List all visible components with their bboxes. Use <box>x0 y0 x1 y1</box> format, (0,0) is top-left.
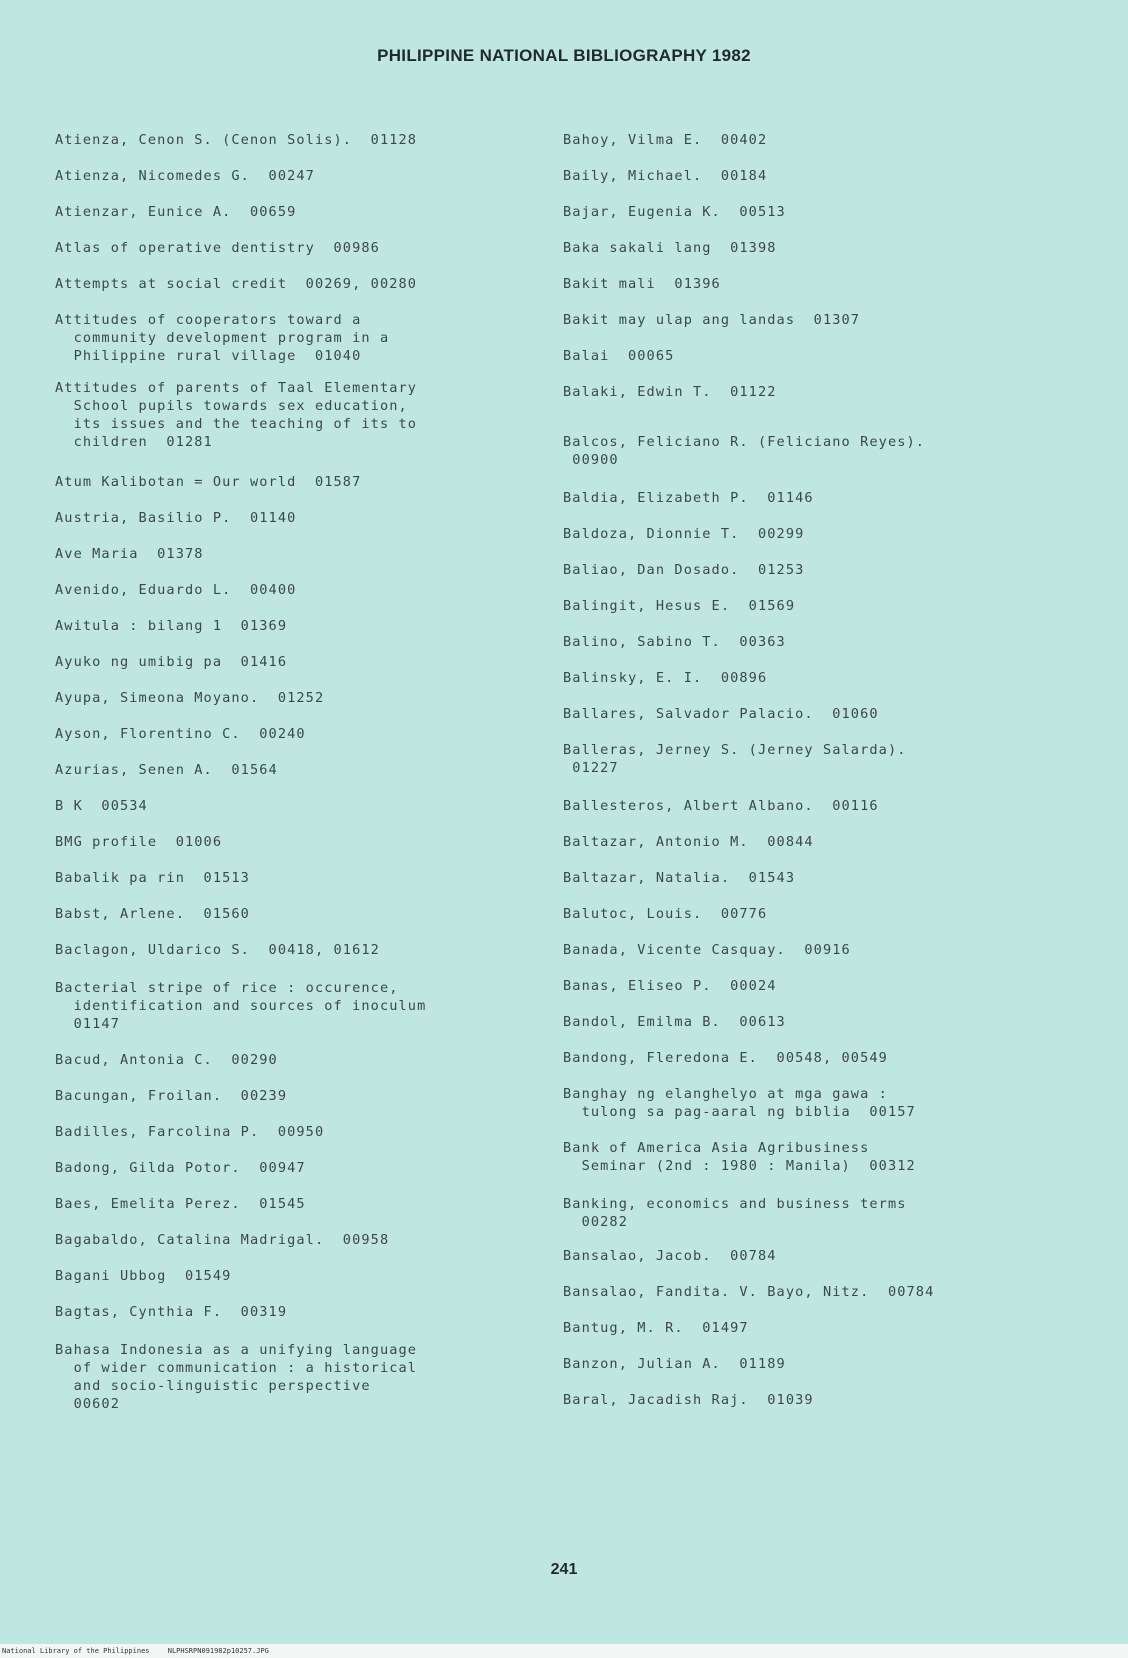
index-entry <box>563 1049 888 1067</box>
entry-line: Baldia, Elizabeth P. 01146 <box>563 490 814 506</box>
index-entry <box>563 1139 916 1175</box>
index-entry <box>55 941 380 959</box>
entry-line: Attitudes of cooperators toward a <box>55 312 362 328</box>
index-entry <box>563 1013 786 1031</box>
entry-line: Bahoy, Vilma E. 00402 <box>563 132 768 148</box>
index-entry <box>563 1355 786 1373</box>
entry-line: Bagabaldo, Catalina Madrigal. 00958 <box>55 1232 390 1248</box>
entry-line: Bacterial stripe of rice : occurence, <box>55 980 399 996</box>
entry-line: Baka sakali lang 01398 <box>563 240 777 256</box>
footer-library: National Library of the Philippines <box>2 1647 150 1655</box>
index-entry <box>55 1231 389 1249</box>
entry-line: B K 00534 <box>55 798 148 814</box>
index-entry <box>55 581 296 599</box>
entry-line: identification and sources of inoculum <box>55 998 427 1014</box>
index-entry <box>55 311 389 365</box>
entry-line: School pupils towards sex education, <box>55 398 408 414</box>
entry-line: Ave Maria 01378 <box>55 546 204 562</box>
entry-line: Balinsky, E. I. 00896 <box>563 670 768 686</box>
entry-line: Bajar, Eugenia K. 00513 <box>563 204 786 220</box>
index-entry <box>55 1159 306 1177</box>
index-entry <box>55 797 148 815</box>
entry-line: Bakit mali 01396 <box>563 276 721 292</box>
index-entry <box>563 669 767 687</box>
entry-line: Atienza, Nicomedes G. 00247 <box>55 168 315 184</box>
entry-line: Bagani Ubbog 01549 <box>55 1268 232 1284</box>
entry-line: Bansalao, Fandita. V. Bayo, Nitz. 00784 <box>563 1284 935 1300</box>
index-entry <box>563 941 851 959</box>
index-entry <box>55 275 417 293</box>
index-entry <box>55 379 417 451</box>
entry-line: Atlas of operative dentistry 00986 <box>55 240 380 256</box>
entry-line: Baral, Jacadish Raj. 01039 <box>563 1392 814 1408</box>
entry-line: Baldoza, Dionnie T. 00299 <box>563 526 805 542</box>
entry-line: Baltazar, Natalia. 01543 <box>563 870 796 886</box>
index-entry <box>563 833 814 851</box>
entry-line: its issues and the teaching of its to <box>55 416 418 432</box>
index-entry <box>563 977 777 995</box>
entry-line: Balaki, Edwin T. 01122 <box>563 384 777 400</box>
index-entry <box>563 347 674 365</box>
index-entry <box>563 633 786 651</box>
entry-line: Awitula : bilang 1 01369 <box>55 618 288 634</box>
entry-line: Bantug, M. R. 01497 <box>563 1320 749 1336</box>
entry-line: 01147 <box>55 1016 120 1032</box>
entry-line: Banas, Eliseo P. 00024 <box>563 978 777 994</box>
page-number: 241 <box>550 1561 578 1578</box>
index-entry <box>563 561 804 579</box>
entry-line: Atum Kalibotan = Our world 01587 <box>55 474 362 490</box>
index-entry <box>55 1341 417 1413</box>
index-entry <box>563 203 786 221</box>
index-entry <box>563 597 795 615</box>
entry-line: Babalik pa rin 01513 <box>55 870 250 886</box>
entry-line: tulong sa pag-aaral ng biblia 00157 <box>563 1104 916 1120</box>
index-entry <box>563 797 879 815</box>
entry-line: and socio-linguistic perspective <box>55 1378 371 1394</box>
entry-line: Banghay ng elanghelyo at mga gawa : <box>563 1086 888 1102</box>
index-entry <box>563 905 767 923</box>
entry-line: Ayuko ng umibig pa 01416 <box>55 654 288 670</box>
entry-line: Attempts at social credit 00269, 00280 <box>55 276 418 292</box>
entry-line: Balingit, Hesus E. 01569 <box>563 598 796 614</box>
index-entry <box>563 1085 916 1121</box>
entry-line: Bagtas, Cynthia F. 00319 <box>55 1304 288 1320</box>
index-entry <box>563 239 777 257</box>
entry-line: Bank of America Asia Agribusiness <box>563 1140 870 1156</box>
index-entry <box>563 705 879 723</box>
index-entry <box>563 489 814 507</box>
entry-line: Baes, Emelita Perez. 01545 <box>55 1196 306 1212</box>
entry-line: Bacud, Antonia C. 00290 <box>55 1052 278 1068</box>
entry-line: Balcos, Feliciano R. (Feliciano Reyes). <box>563 434 926 450</box>
entry-line: Austria, Basilio P. 01140 <box>55 510 297 526</box>
entry-line: Bansalao, Jacob. 00784 <box>563 1248 777 1264</box>
entry-line: Baily, Michael. 00184 <box>563 168 768 184</box>
entry-line: Balai 00065 <box>563 348 675 364</box>
index-entry <box>55 239 380 257</box>
entry-line: Baltazar, Antonio M. 00844 <box>563 834 814 850</box>
index-entry <box>55 653 287 671</box>
index-entry <box>55 1195 306 1213</box>
index-entry <box>55 869 250 887</box>
index-entry <box>563 525 804 543</box>
index-entry <box>55 617 287 635</box>
index-entry <box>55 473 361 491</box>
entry-line: Azurias, Senen A. 01564 <box>55 762 278 778</box>
index-entry <box>55 1303 287 1321</box>
entry-line: Avenido, Eduardo L. 00400 <box>55 582 297 598</box>
entry-line: Bandol, Emilma B. 00613 <box>563 1014 786 1030</box>
entry-line: Balino, Sabino T. 00363 <box>563 634 786 650</box>
entry-line: Baclagon, Uldarico S. 00418, 01612 <box>55 942 380 958</box>
index-entry <box>55 131 417 149</box>
entry-line: Banking, economics and business terms <box>563 1196 907 1212</box>
index-entry <box>55 689 324 707</box>
entry-line: Ballesteros, Albert Albano. 00116 <box>563 798 879 814</box>
entry-line: Balutoc, Louis. 00776 <box>563 906 768 922</box>
index-entry <box>563 1195 907 1231</box>
index-entry <box>55 1267 231 1285</box>
entry-line: Banada, Vicente Casquay. 00916 <box>563 942 851 958</box>
entry-line: 00900 <box>563 452 619 468</box>
index-entry <box>55 725 306 743</box>
entry-line: 01227 <box>563 760 619 776</box>
index-entry <box>55 1123 324 1141</box>
entry-line: Ayupa, Simeona Moyano. 01252 <box>55 690 325 706</box>
index-entry <box>563 167 767 185</box>
entry-line: Ballares, Salvador Palacio. 01060 <box>563 706 879 722</box>
entry-line: Bacungan, Froilan. 00239 <box>55 1088 288 1104</box>
index-entry <box>55 1087 287 1105</box>
entry-line: Attitudes of parents of Taal Elementary <box>55 380 418 396</box>
entry-line: Atienza, Cenon S. (Cenon Solis). 01128 <box>55 132 418 148</box>
entry-line: of wider communication : a historical <box>55 1360 418 1376</box>
page-title: PHILIPPINE NATIONAL BIBLIOGRAPHY 1982 <box>377 46 751 65</box>
entry-line: 00602 <box>55 1396 120 1412</box>
index-entry <box>563 1319 749 1337</box>
entry-line: 00282 <box>563 1214 628 1230</box>
entry-line: BMG profile 01006 <box>55 834 223 850</box>
index-entry <box>55 509 296 527</box>
index-entry <box>563 383 777 401</box>
index-entry <box>55 761 278 779</box>
entry-line: Bandong, Fleredona E. 00548, 00549 <box>563 1050 888 1066</box>
entry-line: Banzon, Julian A. 01189 <box>563 1356 786 1372</box>
index-entry <box>563 433 925 469</box>
entry-line: Ayson, Florentino C. 00240 <box>55 726 306 742</box>
entry-line: Atienzar, Eunice A. 00659 <box>55 204 297 220</box>
entry-line: Balleras, Jerney S. (Jerney Salarda). <box>563 742 907 758</box>
index-entry <box>563 1283 934 1301</box>
entry-line: community development program in a <box>55 330 390 346</box>
entry-line: Bahasa Indonesia as a unifying language <box>55 1342 418 1358</box>
footer-file: NLPHSRPN091982p10257.JPG <box>167 1647 269 1655</box>
scan-footer <box>0 1644 1128 1658</box>
index-entry <box>55 203 296 221</box>
index-entry <box>563 131 767 149</box>
entry-line: Badilles, Farcolina P. 00950 <box>55 1124 325 1140</box>
index-entry <box>55 1051 278 1069</box>
index-entry <box>55 545 204 563</box>
entry-line: Philippine rural village 01040 <box>55 348 362 364</box>
index-entry <box>563 311 860 329</box>
index-entry <box>55 833 222 851</box>
entry-line: Baliao, Dan Dosado. 01253 <box>563 562 805 578</box>
index-entry <box>55 167 315 185</box>
index-entry <box>563 869 795 887</box>
index-entry <box>563 1391 814 1409</box>
index-entry <box>563 741 907 777</box>
entry-line: Bakit may ulap ang landas 01307 <box>563 312 861 328</box>
entry-line: children 01281 <box>55 434 213 450</box>
entry-line: Babst, Arlene. 01560 <box>55 906 250 922</box>
entry-line: Badong, Gilda Potor. 00947 <box>55 1160 306 1176</box>
index-entry <box>55 905 250 923</box>
index-entry <box>563 1247 777 1265</box>
index-entry <box>563 275 721 293</box>
entry-line: Seminar (2nd : 1980 : Manila) 00312 <box>563 1158 916 1174</box>
index-entry <box>55 979 426 1033</box>
